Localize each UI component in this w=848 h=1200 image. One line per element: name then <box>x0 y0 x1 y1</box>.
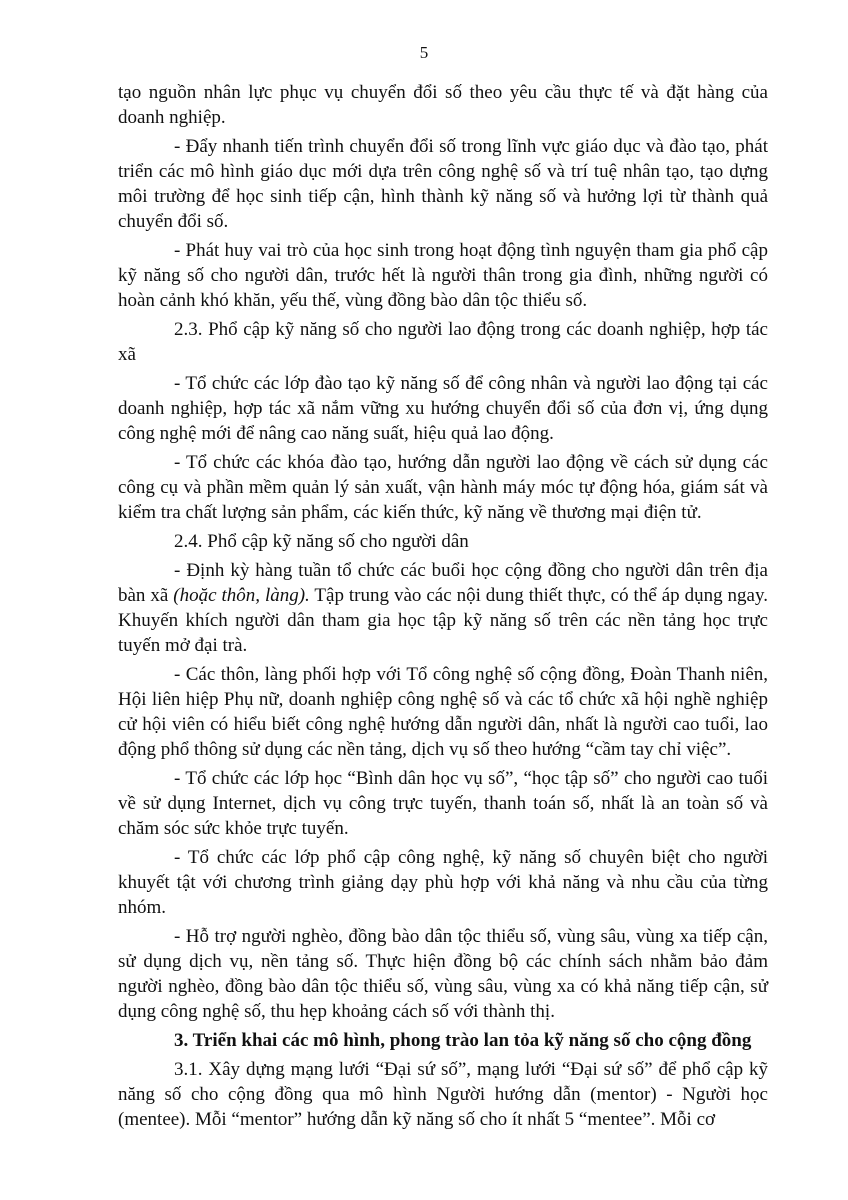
paragraph-village-coordination: - Các thôn, làng phối hợp với Tổ công nghệ số cộng đồng, Đoàn Thanh niên, Hội liên hiệp Phụ nữ, doanh nghiệp công nghệ số và các tổ chức xã hội nghề nghiệp cử hội viên có hiểu biết công nghệ hướng dẫn người dân, nhất là người cao tuổi, lao động phổ thông sử dụng các nền tảng, dịch vụ số theo hướng “cầm tay chỉ việc”. <box>118 664 768 760</box>
section-heading-2-4: 2.4. Phổ cập kỹ năng số cho người dân <box>174 531 469 552</box>
paragraph-student-volunteer: - Phát huy vai trò của học sinh trong hoạt động tình nguyện tham gia phổ cập kỹ năng số cho người dân, trước hết là người thân trong gia đình, những người có hoàn cảnh khó khăn, yếu thế, vùng đồng bào dân tộc thiểu số. <box>118 240 768 311</box>
paragraph-continuation: tạo nguồn nhân lực phục vụ chuyển đổi số theo yêu cầu thực tế và đặt hàng của doanh nghiệp. <box>118 82 768 128</box>
paragraph-weekly-classes <box>118 558 768 658</box>
paragraph-worker-training: - Tổ chức các lớp đào tạo kỹ năng số để công nhân và người lao động tại các doanh nghiệp, hợp tác xã nắm vững xu hướng chuyển đổi số của đơn vị, ứng dụng công nghệ mới để nâng cao năng suất, hiệu quả lao động. <box>118 373 768 444</box>
section-heading-2-3: 2.3. Phổ cập kỹ năng số cho người lao động trong các doanh nghiệp, hợp tác xã <box>118 319 768 365</box>
paragraph-education-digital: - Đẩy nhanh tiến trình chuyển đổi số trong lĩnh vực giáo dục và đào tạo, phát triển các mô hình giáo dục mới dựa trên công nghệ số và trí tuệ nhân tạo, tạo dựng môi trường để học sinh tiếp cận, hình thành kỹ năng số và hưởng lợi từ thành quả chuyển đổi số. <box>118 136 768 232</box>
document-body <box>118 80 768 1136</box>
paragraph-elderly-classes: - Tổ chức các lớp học “Bình dân học vụ số”, “học tập số” cho người cao tuổi về sử dụng Internet, dịch vụ công trực tuyến, thanh toán số, nhất là an toàn số và chăm sóc sức khỏe trực tuyến. <box>118 768 768 839</box>
paragraph-weekly-classes-end: Tập trung vào các nội dung thiết thực, có thể áp dụng ngay. Khuyến khích người dân tham gia học tập kỹ năng số trên các nền tảng học trực tuyến mở đại trà. <box>118 585 768 656</box>
paragraph-weekly-classes-italic: (hoặc thôn, làng). <box>173 585 310 606</box>
section-heading-3: 3. Triển khai các mô hình, phong trào lan tỏa kỹ năng số cho cộng đồng <box>174 1030 752 1051</box>
page-number: 5 <box>419 43 429 62</box>
paragraph-weekly-classes-start: - Định kỳ hàng tuần tổ chức các buổi học cộng đồng cho người dân trên địa bàn xã <box>118 560 768 606</box>
paragraph-digital-ambassador: 3.1. Xây dựng mạng lưới “Đại sứ số”, mạng lưới “Đại sứ số” để phổ cập kỹ năng số cho cộng đồng qua mô hình Người hướng dẫn (mentor) - Người học (mentee). Mỗi “mentor” hướng dẫn kỹ năng số cho ít nhất 5 “mentee”. Mỗi cơ <box>118 1059 768 1130</box>
paragraph-worker-courses: - Tổ chức các khóa đào tạo, hướng dẫn người lao động về cách sử dụng các công cụ và phần mềm quản lý sản xuất, vận hành máy móc tự động hóa, giám sát và kiểm tra chất lượng sản phẩm, các kiến thức, kỹ năng về thương mại điện tử. <box>118 452 768 523</box>
paragraph-poor-support: - Hỗ trợ người nghèo, đồng bào dân tộc thiểu số, vùng sâu, vùng xa tiếp cận, sử dụng dịch vụ, nền tảng số. Thực hiện đồng bộ các chính sách nhằm bảo đảm người nghèo, đồng bào dân tộc thiểu số, vùng sâu, vùng xa có khả năng tiếp cận, sử dụng công nghệ số, thu hẹp khoảng cách số với thành thị. <box>118 926 768 1022</box>
paragraph-disabled-classes: - Tổ chức các lớp phổ cập công nghệ, kỹ năng số chuyên biệt cho người khuyết tật với chương trình giảng dạy phù hợp với khả năng và nhu cầu của từng nhóm. <box>118 847 768 918</box>
